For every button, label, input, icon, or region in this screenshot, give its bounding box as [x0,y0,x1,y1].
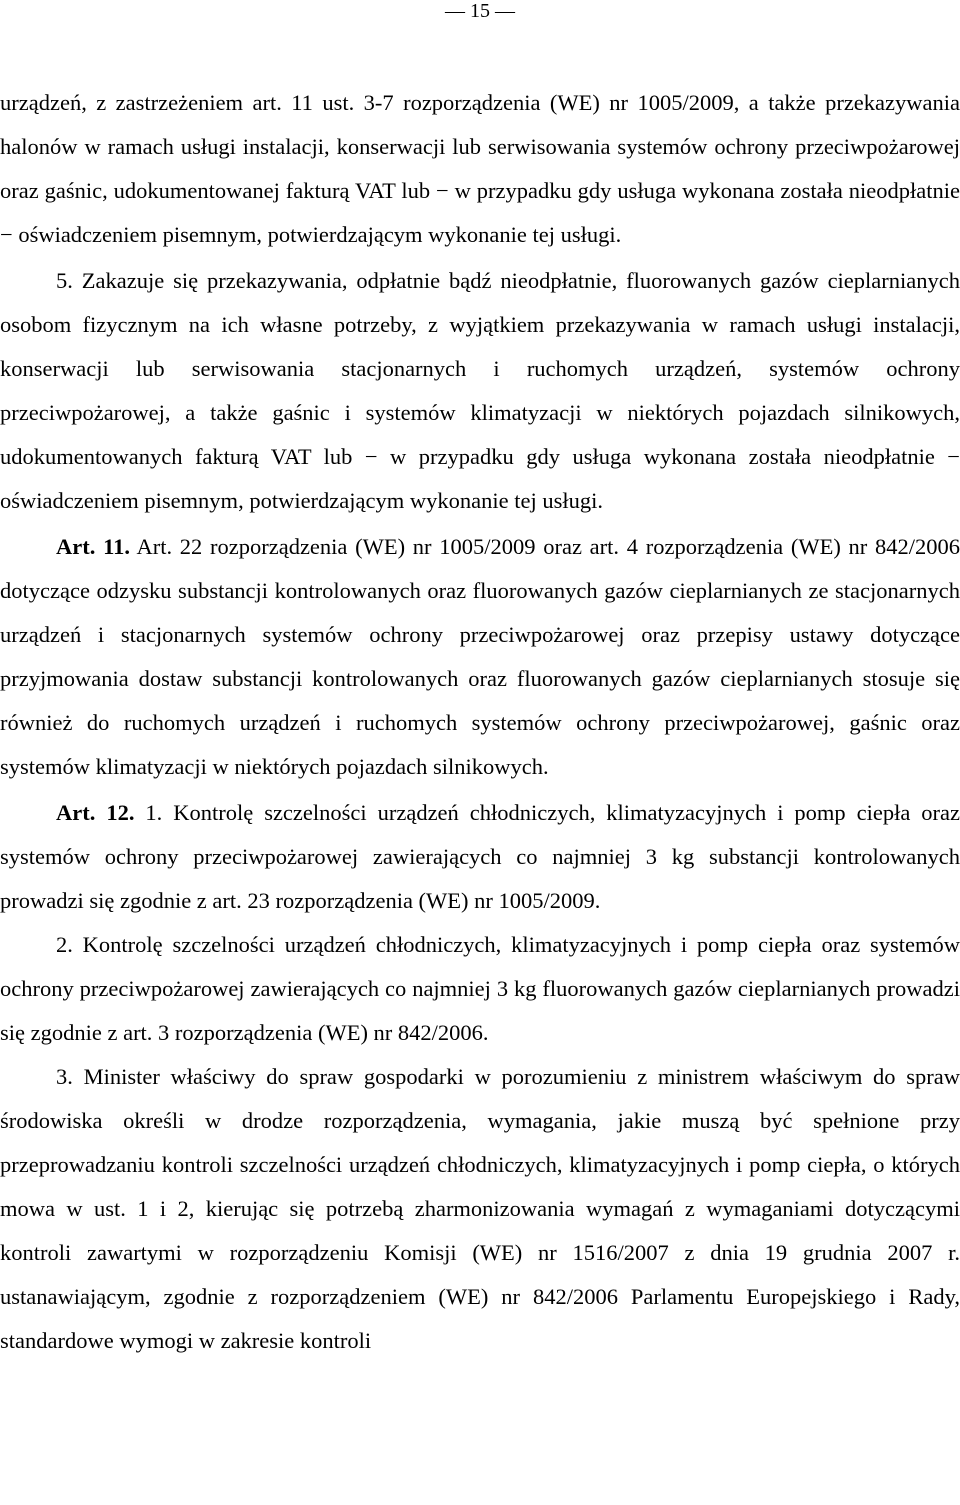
document-body [0,81,960,1363]
article-11 [0,525,960,789]
article-11-text: Art. 22 rozporządzenia (WE) nr 1005/2009 oraz art. 4 rozporządzenia (WE) nr 842/2006 dotyczące odzysku substancji kontrolowanych oraz fluorowanych gazów cieplarnianych ze stacjonarnych urządzeń i stacjonarnych systemów ochrony przeciwpożarowej oraz przepisy ustawy dotyczące przyjmowania dostaw substancji kontrolowanych oraz fluorowanych gazów cieplarnianych stosuje się również do ruchomych urządzeń i ruchomych systemów ochrony przeciwpożarowej, gaśnic oraz systemów klimatyzacji w niektórych pojazdach silnikowych. [0,534,960,779]
article-12-ust-1 [0,791,960,923]
page-number: — 15 — [445,0,515,22]
article-12-ust-2: 2. Kontrolę szczelności urządzeń chłodniczych, klimatyzacyjnych i pomp ciepła oraz systemów ochrony przeciwpożarowej zawierających co najmniej 3 kg fluorowanych gazów cieplarnianych prowadzi się zgodnie z art. 3 rozporządzenia (WE) nr 842/2006. [0,932,960,1045]
article-12-heading: Art. 12. [56,800,135,825]
article-12-ust-3: 3. Minister właściwy do spraw gospodarki w porozumieniu z ministrem właściwym do spraw środowiska określi w drodze rozporządzenia, wymagania, jakie muszą być spełnione przy przeprowadzaniu kontroli szczelności urządzeń chłodniczych, klimatyzacyjnych i pomp ciepła, o których mowa w ust. 1 i 2, kierując się potrzebą zharmonizowania wymagań z wymaganiami dotyczącymi kontroli zawartymi w rozporządzeniu Komisji (WE) nr 1516/2007 z dnia 19 grudnia 2007 r. ustanawiającym, zgodnie z rozporządzeniem (WE) nr 842/2006 Parlamentu Europejskiego i Rady, standardowe wymogi w zakresie kontroli [0,1064,960,1353]
paragraph-ust-5: 5. Zakazuje się przekazywania, odpłatnie bądź nieodpłatnie, fluorowanych gazów cieplarnianych osobom fizycznym na ich własne potrzeby, z wyjątkiem przekazywania w ramach usługi instalacji, konserwacji lub serwisowania stacjonarnych i ruchomych urządzeń, systemów ochrony przeciwpożarowej, a także gaśnic i systemów klimatyzacji w niektórych pojazdach silnikowych, udokumentowanych fakturą VAT lub − w przypadku gdy usługa wykonana została nieodpłatnie − oświadczeniem pisemnym, potwierdzającym wykonanie tej usługi. [0,268,960,513]
paragraph-continuation: urządzeń, z zastrzeżeniem art. 11 ust. 3-7 rozporządzenia (WE) nr 1005/2009, a także przekazywania halonów w ramach usługi instalacji, konserwacji lub serwisowania systemów ochrony przeciwpożarowej oraz gaśnic, udokumentowanej fakturą VAT lub − w przypadku gdy usługa wykonana została nieodpłatnie − oświadczeniem pisemnym, potwierdzającym wykonanie tej usługi. [0,90,960,247]
article-12-ust-1-text: 1. Kontrolę szczelności urządzeń chłodniczych, klimatyzacyjnych i pomp ciepła oraz systemów ochrony przeciwpożarowej zawierających co najmniej 3 kg substancji kontrolowanych prowadzi się zgodnie z art. 23 rozporządzenia (WE) nr 1005/2009. [0,800,960,913]
article-11-heading: Art. 11. [56,534,130,559]
